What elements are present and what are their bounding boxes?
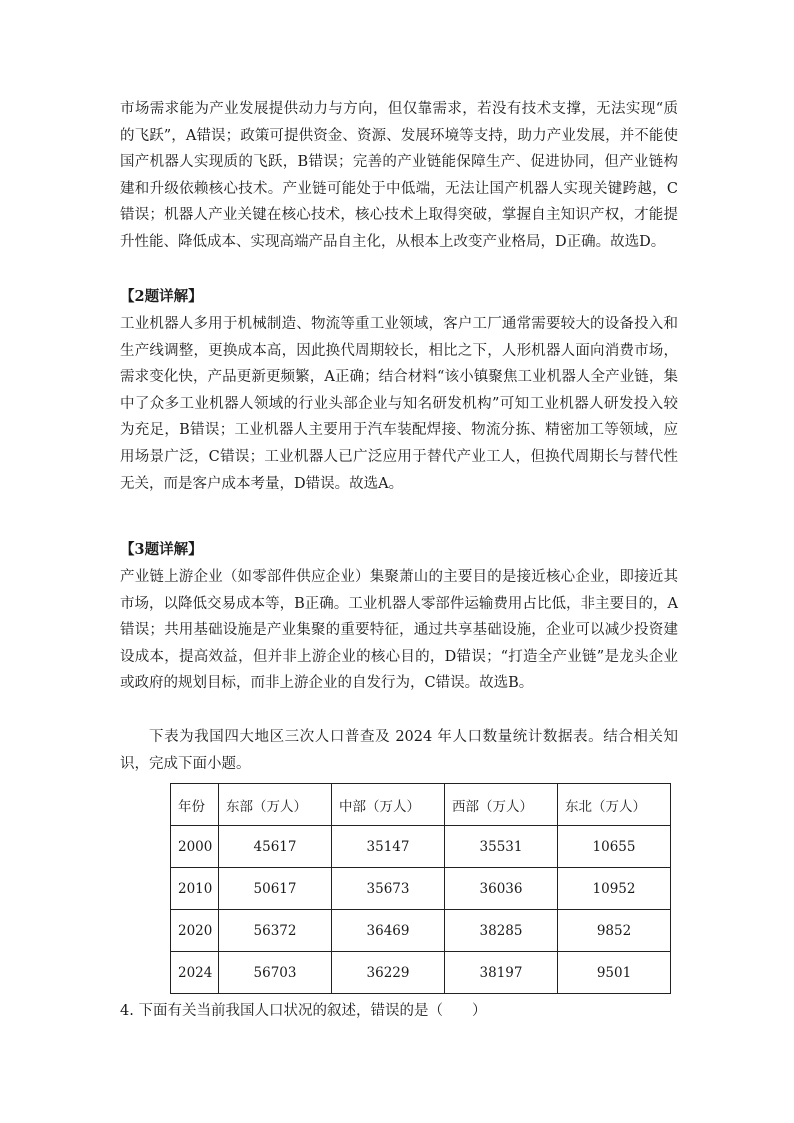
cell-year: 2020 (171, 910, 219, 952)
cell-central: 35673 (332, 868, 445, 910)
table-row (171, 868, 671, 910)
header-east: 东部（万人） (219, 784, 332, 826)
cell-central: 35147 (332, 826, 445, 868)
cell-west: 38285 (445, 910, 558, 952)
answer-3-explanation: 产业链上游企业（如零部件供应企业）集聚萧山的主要目的是接近核心企业，即接近其市场，以降低交易成本等，B正确。工业机器人零部件运输费用占比低，非主要目的，A错误；共用基础设施是产业集聚的重要特征，通过共享基础设施，企业可以减少投资建设成本，提高效益，但并非上游企业的核心目的，D错误；“打造全产业链”是龙头企业或政府的规划目标，而非上游企业的自发行为，C错误。故选B。 (120, 569, 678, 692)
header-year: 年份 (171, 784, 219, 826)
cell-east: 56703 (219, 952, 332, 994)
answer-1-explanation: 市场需求能为产业发展提供动力与方向，但仅靠需求，若没有技术支撑，无法实现“质的飞跃”，A错误；政策可提供资金、资源、发展环境等支持，助力产业发展，并不能使国产机器人实现质的飞跃，B错误；完善的产业链能保障生产、促进协同，但产业链构建和升级依赖核心技术。产业链可能处于中低端，无法让国产机器人实现关键跨越，C错误；机器人产业关键在核心技术，核心技术上取得突破，掌握自主知识产权，才能提升性能、降低成本、实现高端产品自主化，从根本上改变产业格局，D正确。故选D。 (120, 101, 678, 250)
cell-central: 36469 (332, 910, 445, 952)
cell-east: 45617 (219, 826, 332, 868)
table-row (171, 826, 671, 868)
cell-central: 36229 (332, 952, 445, 994)
header-central: 中部（万人） (332, 784, 445, 826)
cell-northeast: 10952 (558, 868, 671, 910)
answer-2-heading: 【2题详解】 (120, 288, 203, 305)
table-header-row (171, 784, 671, 826)
answer-3-heading: 【3题详解】 (120, 541, 203, 558)
cell-east: 50617 (219, 868, 332, 910)
header-northeast: 东北（万人） (558, 784, 671, 826)
cell-year: 2010 (171, 868, 219, 910)
question-4: 4. 下面有关当前我国人口状况的叙述，错误的是（ ） (120, 1003, 487, 1019)
cell-northeast: 10655 (558, 826, 671, 868)
cell-east: 56372 (219, 910, 332, 952)
cell-northeast: 9852 (558, 910, 671, 952)
cell-northeast: 9501 (558, 952, 671, 994)
table-row (171, 910, 671, 952)
population-table (170, 783, 671, 994)
answer-2-explanation: 工业机器人多用于机械制造、物流等重工业领域，客户工厂通常需要较大的设备投入和生产线调整，更换成本高，因此换代周期较长，相比之下，人形机器人面向消费市场，需求变化快，产品更新更频繁，A正确；结合材料“该小镇聚焦工业机器人全产业链，集中了众多工业机器人领域的行业头部企业与知名研发机构”可知工业机器人研发投入较为充足，B错误；工业机器人主要用于汽车装配焊接、物流分拣、精密加工等领域，应用场景广泛，C错误；工业机器人已广泛应用于替代产业工人，但换代周期长与替代性无关，而是客户成本考量，D错误。故选A。 (120, 316, 678, 492)
cell-west: 36036 (445, 868, 558, 910)
cell-west: 38197 (445, 952, 558, 994)
cell-year: 2000 (171, 826, 219, 868)
header-west: 西部（万人） (445, 784, 558, 826)
cell-west: 35531 (445, 826, 558, 868)
question-intro: 下表为我国四大地区三次人口普查及 2024 年人口数量统计数据表。结合相关知识，完成下面小题。 (120, 729, 678, 772)
table-row (171, 952, 671, 994)
cell-year: 2024 (171, 952, 219, 994)
